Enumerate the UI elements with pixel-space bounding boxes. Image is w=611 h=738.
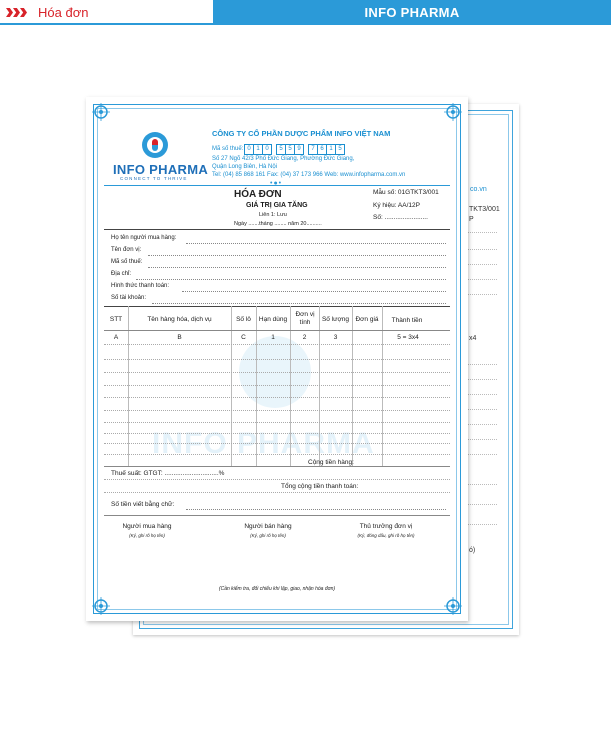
- field-unit-name: Tên đơn vị:: [111, 247, 142, 253]
- brand-name: INFO PHARMA: [364, 5, 460, 20]
- col-header-price: Đơn giá: [355, 316, 379, 323]
- table-row: [104, 492, 450, 493]
- table-row: [104, 372, 450, 373]
- field-line: [186, 243, 446, 244]
- col-header-stt: STT: [109, 316, 123, 323]
- tax-code-digit: 7: [308, 144, 318, 155]
- invoice-sheet: [86, 97, 468, 621]
- company-address-1: Số 27 Ngõ 42/3 Phố Đức Giang, Phường Đức Giang,: [212, 156, 355, 162]
- invoice-title: HÓA ĐƠN: [234, 189, 282, 200]
- top-bar: [0, 0, 611, 25]
- field-line: [186, 509, 446, 510]
- title-panel: [0, 0, 213, 25]
- col-header-goods: Tên hàng hóa, dịch vụ: [147, 316, 212, 323]
- tax-code-digit: 9: [294, 144, 304, 155]
- field-buyer-name: Họ tên người mua hàng:: [111, 235, 177, 241]
- back-mau-fragment: TKT3/001: [469, 206, 500, 213]
- field-tax-code: Mã số thuế:: [111, 259, 143, 265]
- company-address-2: Quận Long Biên, Hà Nội: [212, 164, 278, 170]
- field-payment-method: Hình thức thanh toán:: [111, 283, 170, 289]
- table-row: [104, 479, 450, 480]
- company-contact: Tel: (04) 85 868 161 Fax: (04) 37 173 966 Web: www.infopharma.com.vn: [212, 172, 406, 178]
- company-name: CÔNG TY CỔ PHẦN DƯỢC PHẨM INFO VIỆT NAM: [212, 129, 391, 138]
- ornament-corner-icon: [90, 101, 112, 123]
- footer-note: (Cần kiểm tra, đối chiếu khi lập, giao, nhận hóa đơn): [218, 586, 336, 592]
- table-row: [104, 344, 450, 345]
- table-row: [104, 410, 450, 411]
- invoice-series: Ký hiệu: AA/12P: [373, 202, 420, 209]
- ornament-corner-icon: [442, 595, 464, 617]
- chevron-right-icon: [6, 8, 13, 17]
- invoice-copy-label: Liên 1: Lưu: [259, 212, 287, 218]
- signer-buyer-note: (Ký, ghi rõ họ tên): [129, 533, 165, 538]
- code-cell: 1: [271, 334, 275, 341]
- field-account-number: Số tài khoản:: [111, 295, 147, 301]
- tax-code-boxes: [244, 144, 344, 155]
- field-line: [148, 267, 446, 268]
- field-line: [152, 303, 446, 304]
- chevron-right-icon: [13, 8, 20, 17]
- table-row: [104, 433, 450, 434]
- ornament-corner-icon: [90, 595, 112, 617]
- back-url-fragment: co.vn: [470, 186, 487, 193]
- brand-panel: [213, 0, 611, 25]
- logo-text: INFO PHARMA: [113, 162, 209, 177]
- signature-divider: [104, 515, 450, 516]
- signer-director: Thủ trưởng đơn vị: [359, 523, 413, 530]
- amount-in-words-label: Số tiền viết bằng chữ:: [111, 501, 175, 508]
- title-divider: [104, 229, 450, 230]
- code-cell: A: [113, 334, 119, 341]
- ornament-corner-icon: [442, 101, 464, 123]
- field-address: Địa chỉ:: [111, 271, 132, 277]
- tax-code-digit: 0: [244, 144, 254, 155]
- signer-buyer: Người mua hàng: [122, 523, 172, 530]
- table-header-divider: [104, 330, 450, 331]
- field-line: [182, 291, 446, 292]
- logo-tagline: CONNECT TO THRIVE: [120, 176, 188, 181]
- invoice-subtitle: GIÁ TRỊ GIA TĂNG: [246, 202, 308, 209]
- col-header-unit: Đơn vị tính: [295, 311, 315, 326]
- table-row: [104, 359, 450, 360]
- grand-total-label: Tổng cộng tiền thanh toán:: [281, 483, 359, 490]
- code-cell: B: [177, 334, 182, 341]
- watermark-text: INFO PHARMA: [152, 427, 375, 460]
- col-header-quantity: Số lượng: [321, 316, 350, 323]
- tax-code-digit: 5: [276, 144, 286, 155]
- signer-seller-note: (Ký, ghi rõ họ tên): [250, 533, 286, 538]
- form-number: Mẫu số: 01GTKT3/001: [373, 189, 439, 196]
- code-cell: 3: [333, 334, 338, 341]
- col-header-amount: Thành tiền: [391, 317, 423, 324]
- tax-code-digit: 1: [326, 144, 336, 155]
- code-cell: 2: [302, 334, 307, 341]
- tax-code-digit: 0: [262, 144, 272, 155]
- field-line: [136, 279, 446, 280]
- chevron-right-icon: [20, 8, 27, 17]
- tax-code-digit: 6: [317, 144, 327, 155]
- col-header-expiry: Hạn dùng: [258, 316, 288, 323]
- code-cell: 5 = 3x4: [397, 334, 419, 341]
- tax-code-digit: 1: [253, 144, 263, 155]
- table-row: [104, 385, 450, 386]
- tax-code-digit: 5: [285, 144, 295, 155]
- signer-seller: Người bán hàng: [244, 523, 292, 530]
- col-header-lot: Số lô: [236, 316, 251, 323]
- invoice-date: Ngày .......tháng ........ năm 20..........: [234, 221, 322, 227]
- back-note-fragment: ó): [469, 547, 476, 554]
- table-row: [104, 454, 450, 455]
- code-cell: C: [241, 334, 246, 341]
- table-row: [104, 443, 450, 444]
- table-top-border: [104, 306, 450, 307]
- tax-code-digit: 5: [335, 144, 345, 155]
- table-row: [104, 422, 450, 423]
- tax-code-label: Mã số thuế:: [212, 146, 244, 152]
- invoice-number: Số: ........................: [373, 214, 428, 221]
- divider-ornament-icon: •●•: [270, 180, 283, 187]
- table-bottom-border: [104, 466, 450, 467]
- back-sum-fragment: x4: [469, 335, 477, 342]
- page-title: Hóa đơn: [38, 5, 89, 20]
- company-logo-icon: [142, 132, 168, 158]
- field-line: [148, 255, 446, 256]
- vat-rate-label: Thuế suất: GTGT: ..............................%: [111, 470, 225, 477]
- signer-director-note: (Ký, đóng dấu, ghi rõ họ tên): [357, 533, 415, 538]
- back-kyhieu-fragment: P: [469, 216, 474, 223]
- subtotal-label: Cộng tiền hàng:: [308, 459, 354, 466]
- table-row: [104, 397, 450, 398]
